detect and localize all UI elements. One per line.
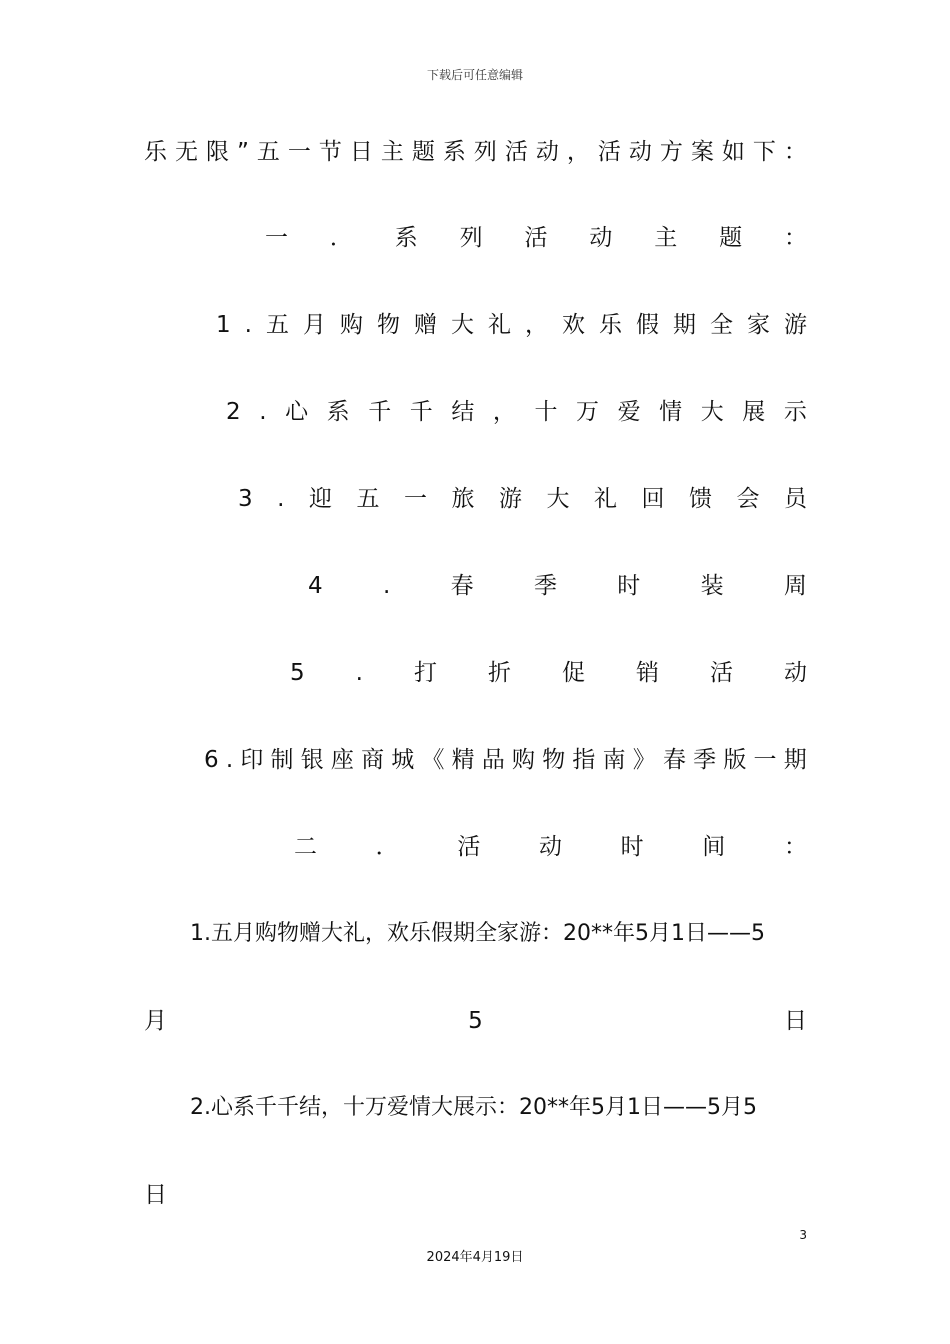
line-char: 活: [524, 225, 548, 251]
list-item-4: [308, 569, 807, 603]
list-item-5: [290, 656, 807, 690]
line-char: 千: [368, 399, 392, 425]
page-header: 下载后可任意编辑: [426, 68, 523, 82]
time-item-1: 1.五月购物赠大礼，欢乐假期全家游：20**年5月1日——5: [190, 921, 765, 946]
line-char: 回: [641, 486, 665, 512]
line-char: ：: [784, 225, 807, 251]
line-char: 印: [240, 747, 264, 773]
section-heading-2: [294, 830, 807, 864]
line-char: 活: [709, 660, 733, 686]
line-char: .: [225, 747, 234, 773]
line-char: 系: [394, 225, 418, 251]
line-char: 题: [719, 225, 743, 251]
line-char: 列: [459, 225, 483, 251]
line-char: 乐: [598, 312, 622, 338]
line-char: 活: [597, 139, 621, 165]
line-text: 5: [290, 660, 305, 686]
line-char: 礼: [593, 486, 617, 512]
line-char: .: [244, 312, 252, 338]
line-text: 月: [144, 1008, 167, 1034]
line-char: ，: [524, 312, 548, 338]
list-item-6: [204, 743, 807, 777]
line-char: 示: [783, 399, 807, 425]
line-char: 版: [723, 747, 747, 773]
line-char: 家: [746, 312, 770, 338]
line-char: ，: [492, 399, 516, 425]
line-char: 装: [700, 573, 724, 599]
time-item-2-continued: 日: [144, 1182, 167, 1208]
line-char: 方: [659, 139, 683, 165]
line-char: 主: [380, 139, 404, 165]
line-text: 二: [294, 834, 317, 860]
line-char: 季: [533, 573, 557, 599]
page-number: 3: [799, 1228, 807, 1242]
line-char: 展: [742, 399, 766, 425]
line-char: 系: [326, 399, 350, 425]
line-char: 月: [302, 312, 326, 338]
line-char: 日: [349, 139, 373, 165]
line-char: 打: [413, 660, 437, 686]
line-char: 购: [339, 312, 363, 338]
line-char: ”: [237, 139, 249, 165]
line-char: .: [382, 573, 391, 599]
line-char: 全: [709, 312, 733, 338]
line-char: ，: [566, 139, 590, 165]
line-text: 4: [308, 573, 323, 599]
line-char: ：: [783, 139, 807, 165]
line-char: 》: [632, 747, 656, 773]
line-char: 欢: [561, 312, 585, 338]
line-text: 乐: [144, 139, 167, 165]
line-char: 间: [702, 834, 726, 860]
line-char: 千: [409, 399, 433, 425]
line-char: 一: [287, 139, 311, 165]
line-char: 日: [783, 1008, 807, 1034]
line-char: 下: [752, 139, 776, 165]
line-char: 物: [376, 312, 400, 338]
line-char: 季: [693, 747, 717, 773]
line-char: .: [277, 486, 285, 512]
list-item-3: [238, 482, 807, 516]
line-char: 时: [620, 834, 644, 860]
line-char: 制: [270, 747, 294, 773]
line-char: 会: [736, 486, 760, 512]
time-item-1-continued: [144, 1004, 807, 1038]
line-char: 购: [512, 747, 536, 773]
line-char: 一: [753, 747, 777, 773]
line-char: 案: [690, 139, 714, 165]
line-char: 十: [534, 399, 558, 425]
line-char: 情: [659, 399, 683, 425]
line-char: ．: [375, 834, 399, 860]
line-char: 迎: [308, 486, 332, 512]
line-char: 促: [561, 660, 585, 686]
line-char: 动: [783, 660, 807, 686]
line-char: 题: [411, 139, 435, 165]
line-char: 大: [700, 399, 724, 425]
line-text: 6: [204, 747, 219, 773]
line-char: 周: [783, 573, 807, 599]
text-line-1: [144, 135, 807, 169]
line-char: 万: [576, 399, 600, 425]
line-char: 动: [535, 139, 559, 165]
line-char: 礼: [487, 312, 511, 338]
line-char: 动: [589, 225, 613, 251]
line-text: 3: [238, 486, 253, 512]
line-char: 列: [473, 139, 497, 165]
list-item-1: [216, 308, 807, 342]
line-char: 银: [300, 747, 324, 773]
line-char: 无: [175, 139, 198, 165]
page-date: 2024年4月19日: [426, 1250, 524, 1265]
line-char: 城: [391, 747, 415, 773]
line-char: 游: [498, 486, 522, 512]
line-char: 南: [602, 747, 626, 773]
line-char: 旅: [451, 486, 475, 512]
line-char: 员: [783, 486, 807, 512]
line-char: 折: [487, 660, 511, 686]
line-char: 主: [654, 225, 678, 251]
line-char: 品: [481, 747, 505, 773]
line-char: 大: [450, 312, 474, 338]
line-char: 商: [361, 747, 385, 773]
line-char: 大: [546, 486, 570, 512]
line-text: 2: [226, 399, 241, 425]
line-char: .: [355, 660, 363, 686]
line-char: 假: [635, 312, 659, 338]
line-text: 1: [216, 312, 231, 338]
line-char: 《: [421, 747, 445, 773]
line-char: 馈: [688, 486, 712, 512]
section-heading-1: [265, 221, 807, 255]
line-char: 精: [451, 747, 475, 773]
line-char: 春: [662, 747, 686, 773]
line-char: 节: [318, 139, 342, 165]
line-char: 5: [468, 1008, 483, 1034]
line-char: ：: [783, 834, 807, 860]
line-char: 活: [457, 834, 481, 860]
line-char: 期: [672, 312, 696, 338]
line-char: 五: [256, 139, 280, 165]
line-char: 座: [330, 747, 354, 773]
line-char: 指: [572, 747, 596, 773]
line-char: 如: [721, 139, 745, 165]
line-char: .: [259, 399, 267, 425]
line-char: 活: [504, 139, 528, 165]
line-char: 游: [783, 312, 807, 338]
line-char: 一: [403, 486, 427, 512]
line-text: 一: [265, 225, 288, 251]
line-char: 赠: [413, 312, 437, 338]
list-item-2: [226, 395, 807, 429]
line-char: 动: [628, 139, 652, 165]
line-char: 时: [617, 573, 641, 599]
line-char: 系: [442, 139, 466, 165]
line-char: 销: [635, 660, 659, 686]
line-char: 春: [450, 573, 474, 599]
time-item-2: 2.心系千千结，十万爱情大展示：20**年5月1日——5月5: [190, 1095, 757, 1120]
line-char: 结: [451, 399, 475, 425]
line-char: 爱: [617, 399, 641, 425]
line-char: 五: [356, 486, 380, 512]
line-char: 五: [265, 312, 289, 338]
line-char: 动: [538, 834, 562, 860]
line-char: 期: [783, 747, 807, 773]
line-char: 限: [206, 139, 229, 165]
line-char: ．: [329, 225, 353, 251]
line-char: 物: [542, 747, 566, 773]
line-char: 心: [285, 399, 309, 425]
